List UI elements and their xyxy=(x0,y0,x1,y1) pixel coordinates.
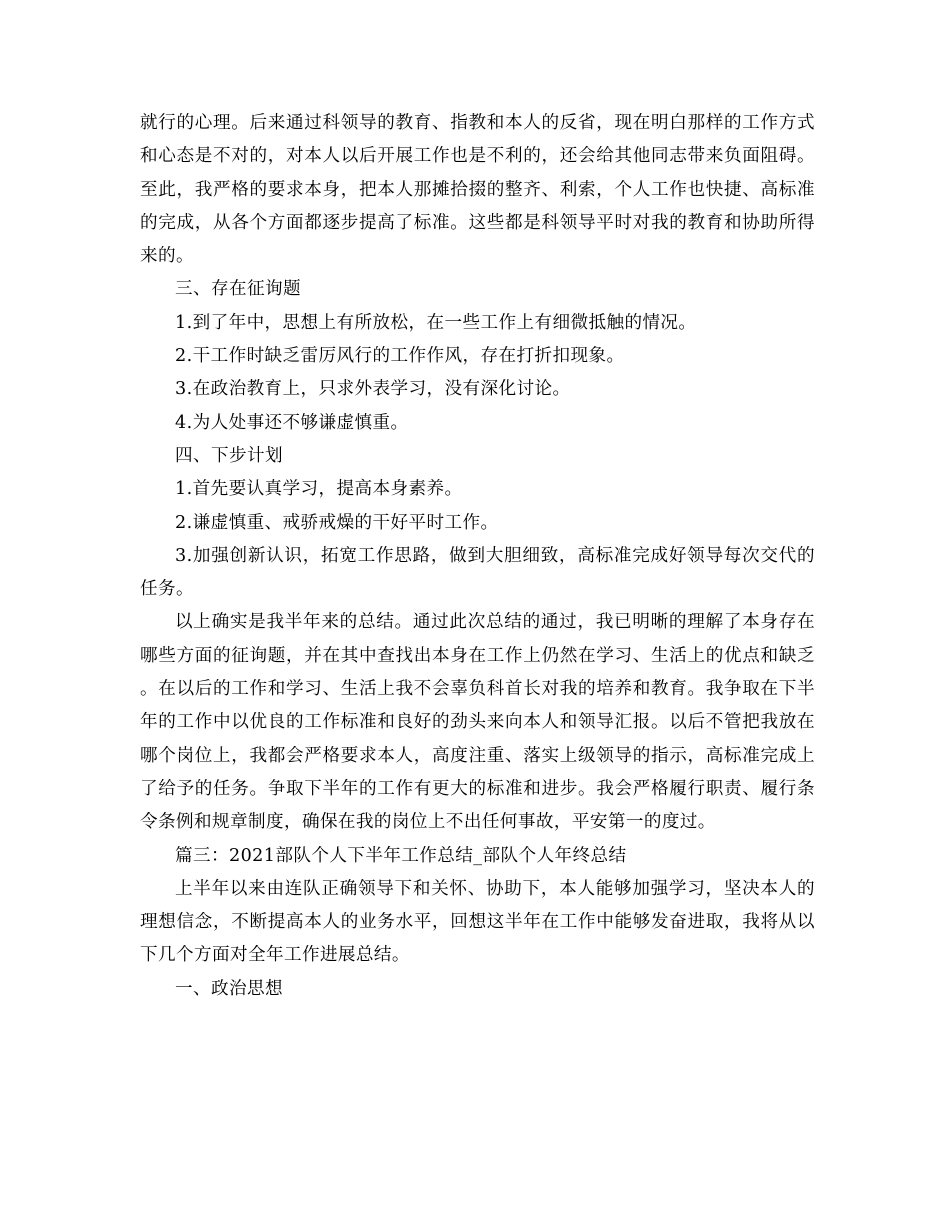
paragraph-article-three-intro: 上半年以来由连队正确领导下和关怀、协助下，本人能够加强学习，坚决本人的理想信念，不断提高本人的业务水平，回想这半年在工作中能够发奋进取，我将从以下几个方面对全年工作进展总结。 xyxy=(140,878,815,966)
document-page xyxy=(140,107,815,1006)
heading-political-thought: 一、政治思想 xyxy=(175,978,283,999)
problem-item-3: 3.在政治教育上，只求外表学习，没有深化讨论。 xyxy=(175,379,571,400)
paragraph-half-year-summary: 以上确实是我半年来的总结。通过此次总结的通过，我已明晰的理解了本身存在哪些方面的征询题，并在其中查找出本身在工作上仍然在学习、生活上的优点和缺乏。在以后的工作和学习、生活上我不会辜负科首长对我的培养和教育。我争取在下半年的工作中以优良的工作标准和良好的劲头来向本人和领导汇报。以后不管把我放在哪个岗位上，我都会严格要求本人，高度注重、落实上级领导的指示，高标准完成上了给予的任务。争取下半年的工作有更大的标准和进步。我会严格履行职责、履行条令条例和规章制度，确保在我的岗位上不出任何事故，平安第一的度过。 xyxy=(140,612,815,833)
plan-item-1: 1.首先要认真学习，提高本身素养。 xyxy=(175,479,463,500)
heading-existing-problems: 三、存在征询题 xyxy=(175,279,301,300)
plan-item-2: 2.谦虚慎重、戒骄戒燥的干好平时工作。 xyxy=(175,512,499,533)
section-title-article-three: 篇三：2021部队个人下半年工作总结_部队个人年终总结 xyxy=(175,845,627,866)
problem-item-1: 1.到了年中，思想上有所放松，在一些工作上有细微抵触的情况。 xyxy=(175,312,697,333)
plan-item-3: 3.加强创新认识，拓宽工作思路，做到大胆细致，高标准完成好领导每次交代的任务。 xyxy=(140,545,815,600)
paragraph-intro-continuation: 就行的心理。后来通过科领导的教育、指教和本人的反省，现在明白那样的工作方式和心态是不对的，对本人以后开展工作也是不利的，还会给其他同志带来负面阻碍。至此，我严格的要求本身，把本人那摊拾掇的整齐、利索，个人工作也快捷、高标准的完成，从各个方面都逐步提高了标准。这些都是科领导平时对我的教育和协助所得来的。 xyxy=(140,113,815,267)
problem-item-4: 4.为人处事还不够谦虚慎重。 xyxy=(175,412,409,433)
heading-next-plan: 四、下步计划 xyxy=(175,445,283,466)
problem-item-2: 2.干工作时缺乏雷厉风行的工作作风，存在打折扣现象。 xyxy=(175,346,625,367)
